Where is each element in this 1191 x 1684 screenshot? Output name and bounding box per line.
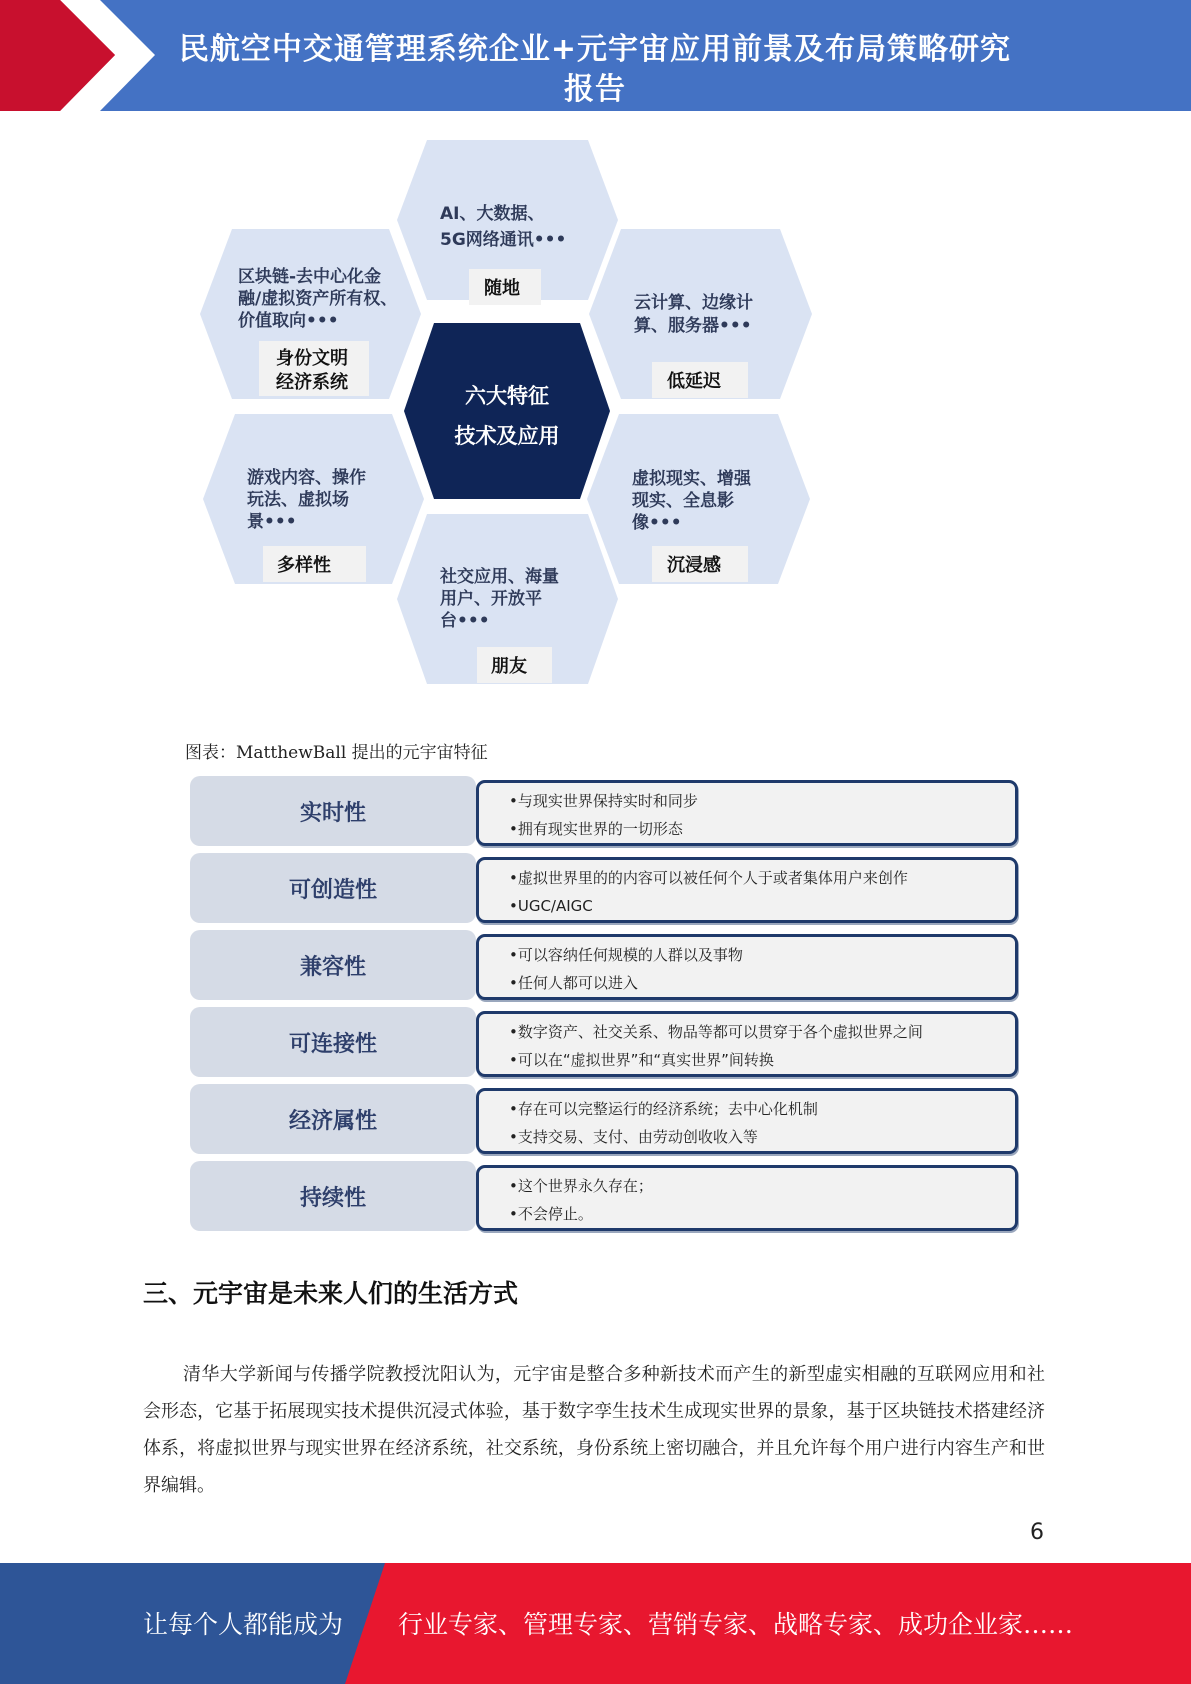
footer-banner <box>0 1563 1191 1684</box>
hex-upper-left-text-1: 区块链-去中心化金 <box>238 267 382 287</box>
feature-line: •数字资产、社交关系、物品等都可以贯穿于各个虚拟世界之间 <box>509 1023 923 1041</box>
footer-slogan-right: 行业专家、管理专家、营销专家、战略专家、成功企业家…… <box>398 1610 1074 1639</box>
feature-name: 经济属性 <box>190 1084 476 1154</box>
feature-line: •支持交易、支付、由劳动创收收入等 <box>509 1128 758 1146</box>
hex-bottom-text-1: 社交应用、海量 <box>440 567 559 587</box>
metaverse-features-diagram <box>0 0 1191 720</box>
report-title-line2: 报告 <box>564 72 626 107</box>
feature-row <box>190 1159 994 1231</box>
hex-bottom-text-3: 台••• <box>440 611 490 631</box>
feature-line: •这个世界永久存在； <box>509 1177 653 1195</box>
feature-description <box>476 1165 1018 1231</box>
feature-row <box>190 1005 994 1077</box>
feature-line: •存在可以完整运行的经济系统；去中心化机制 <box>509 1100 818 1118</box>
feature-name: 持续性 <box>190 1161 476 1231</box>
feature-row <box>190 774 994 846</box>
hex-upper-left-label-2: 经济系统 <box>276 372 348 393</box>
feature-line: •任何人都可以进入 <box>509 974 638 992</box>
hex-top-text-2: 5G网络通讯••• <box>440 230 567 250</box>
hex-lower-left-text-1: 游戏内容、操作 <box>247 468 366 488</box>
hex-lower-right-text-3: 像••• <box>632 513 682 533</box>
feature-name: 可创造性 <box>190 853 476 923</box>
hex-lower-right-text-2: 现实、全息影 <box>632 491 734 511</box>
hex-upper-left-label-1: 身份文明 <box>276 348 348 369</box>
feature-line: •不会停止。 <box>509 1205 593 1223</box>
feature-row <box>190 851 994 923</box>
feature-line: •可以在“虚拟世界”和“真实世界”间转换 <box>509 1051 774 1069</box>
feature-name: 兼容性 <box>190 930 476 1000</box>
hex-upper-left-text-3: 价值取向••• <box>238 311 339 331</box>
hex-center-line1: 六大特征 <box>465 384 549 408</box>
feature-description <box>476 934 1018 1000</box>
section-title: 三、元宇宙是未来人们的生活方式 <box>143 1279 519 1308</box>
hex-bottom-label: 朋友 <box>491 656 527 677</box>
hex-upper-left-text-2: 融/虚拟资产所有权、 <box>238 289 398 309</box>
feature-description <box>476 1011 1018 1077</box>
feature-table <box>190 774 994 1236</box>
hex-center-line2: 技术及应用 <box>454 424 560 448</box>
hex-lower-right-text-1: 虚拟现实、增强 <box>632 469 751 489</box>
hex-top-text-1: AI、大数据、 <box>440 204 545 224</box>
feature-line: •虚拟世界里的的内容可以被任何个人于或者集体用户来创作 <box>509 869 908 887</box>
feature-description <box>476 1088 1018 1154</box>
body-paragraph: 清华大学新闻与传播学院教授沈阳认为，元宇宙是整合多种新技术而产生的新型虚实相融的互联网应用和社会形态，它基于拓展现实技术提供沉浸式体验，基于数字孪生技术生成现实世界的景象，基于区块链技术搭建经济体系，将虚拟世界与现实世界在经济系统，社交系统，身份系统上密切融合，并且允许每个用户进行内容生产和世界编辑。 <box>143 1364 1045 1496</box>
hex-upper-right-text-2: 算、服务器••• <box>634 316 752 336</box>
report-title-line1: 民航空中交通管理系统企业+元宇宙应用前景及布局策略研究 <box>178 32 1012 67</box>
hex-top-label: 随地 <box>484 278 520 299</box>
feature-row <box>190 928 994 1000</box>
hex-upper-right-text-1: 云计算、边缘计 <box>634 293 753 313</box>
feature-description <box>476 780 1018 846</box>
hex-center <box>404 323 610 499</box>
figure-caption: 图表：MatthewBall 提出的元宇宙特征 <box>185 743 488 763</box>
feature-name: 可连接性 <box>190 1007 476 1077</box>
feature-line: •可以容纳任何规模的人群以及事物 <box>509 946 743 964</box>
hex-upper-right-label: 低延迟 <box>667 371 721 392</box>
feature-line: •UGC/AIGC <box>509 897 593 915</box>
hex-lower-left-text-2: 玩法、虚拟场 <box>247 490 349 510</box>
hex-lower-left-label: 多样性 <box>277 555 331 576</box>
hex-lower-right-label: 沉浸感 <box>667 555 721 576</box>
hex-bottom-text-2: 用户、开放平 <box>440 589 542 609</box>
hex-lower-left-text-3: 景••• <box>247 512 297 532</box>
feature-line: •拥有现实世界的一切形态 <box>509 820 683 838</box>
page-number: 6 <box>1030 1520 1044 1545</box>
feature-name: 实时性 <box>190 776 476 846</box>
footer-slogan-left: 让每个人都能成为 <box>143 1610 344 1639</box>
feature-description <box>476 857 1018 923</box>
feature-line: •与现实世界保持实时和同步 <box>509 792 698 810</box>
feature-row <box>190 1082 994 1154</box>
